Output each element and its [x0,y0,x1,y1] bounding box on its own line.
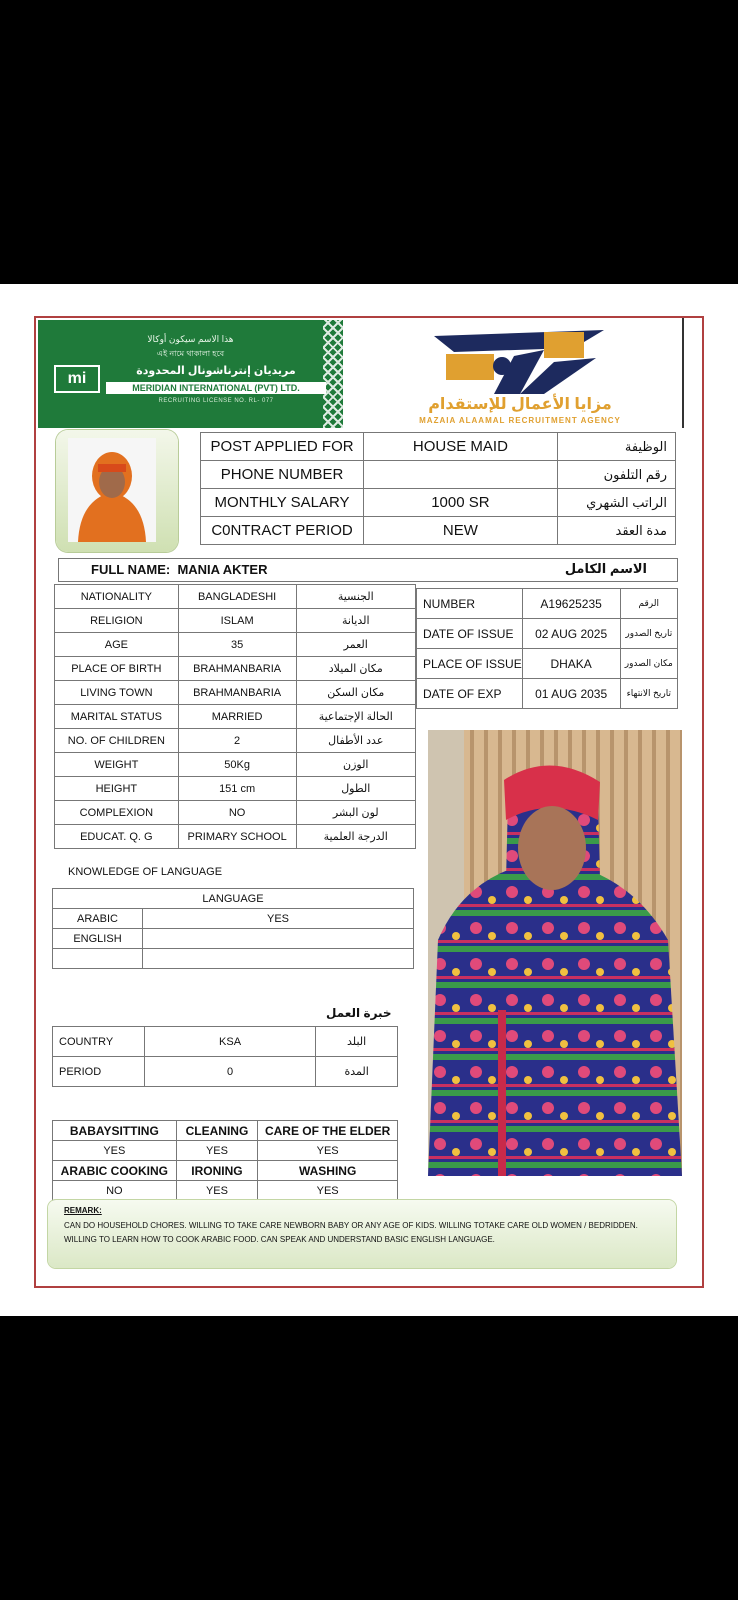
job-value [364,461,558,489]
passport-label: DATE OF ISSUE [417,619,523,649]
detail-value: 2 [178,729,296,753]
passport-value: DHAKA [522,649,620,679]
job-value: NEW [364,517,558,545]
detail-label-ar: الطول [296,777,416,801]
skill-value: YES [258,1141,398,1161]
passport-label-ar: تاريخ الصدور [620,619,677,649]
table-row [53,909,414,929]
full-name-label-ar: الاسم الكامل [564,561,647,576]
detail-label-ar: الدرجة العلمية [296,825,416,849]
job-value: HOUSE MAID [364,433,558,461]
detail-value: BANGLADESHI [178,585,296,609]
experience-label: COUNTRY [53,1027,145,1057]
table-row [53,1141,398,1161]
passport-label: DATE OF EXP [417,679,523,709]
language-value: YES [143,909,414,929]
remark-text: CAN DO HOUSEHOLD CHORES. WILLING TO TAKE CARE NEWBORN BABY OR ANY AGE OF KIDS. WILLING TOTAKE CARE OLD WOMEN / BEDRIDDEN. WILLING TO LEARN HOW TO COOK ARABIC FOOD. CAN SPEAK AND UNDERSTAND BASIC ENGLISH LANGUAGE. [64,1221,638,1244]
table-row [53,1027,398,1057]
detail-value: NO [178,801,296,825]
detail-label-ar: الوزن [296,753,416,777]
meridian-license: RECRUITING LICENSE NO. RL- 077 [158,398,274,404]
table-row [55,705,416,729]
passport-photo [68,438,156,542]
job-label-ar: مدة العقد [557,517,675,545]
header-divider [682,318,684,428]
detail-label: NATIONALITY [55,585,179,609]
passport-value: 01 AUG 2035 [522,679,620,709]
meridian-english-company: MERIDIAN INTERNATIONAL (PVT) LTD. [106,382,326,394]
skill-value: YES [53,1141,177,1161]
language-value [143,949,414,969]
table-row [55,609,416,633]
detail-label-ar: مكان السكن [296,681,416,705]
skill-value: YES [176,1141,258,1161]
remark-box [48,1200,676,1268]
table-row [53,929,414,949]
job-table [200,432,676,545]
table-row [55,657,416,681]
detail-label: RELIGION [55,609,179,633]
cv-page [0,284,738,1316]
skill-value: NO [53,1181,177,1201]
detail-label: PLACE OF BIRTH [55,657,179,681]
detail-label-ar: لون البشر [296,801,416,825]
language-name [53,949,143,969]
skill-header: WASHING [258,1161,398,1181]
table-row [53,1161,398,1181]
language-name: ENGLISH [53,929,143,949]
skill-value: YES [258,1181,398,1201]
passport-label: NUMBER [417,589,523,619]
detail-label: WEIGHT [55,753,179,777]
table-row [55,777,416,801]
table-row [55,585,416,609]
detail-label-ar: العمر [296,633,416,657]
detail-label: COMPLEXION [55,801,179,825]
table-row [201,517,676,545]
agency-english-name: MAZAIA ALAAMAL RECRUITMENT AGENCY [419,416,621,425]
full-body-photo [428,730,682,1176]
detail-value: PRIMARY SCHOOL [178,825,296,849]
job-value: 1000 SR [364,489,558,517]
table-row [53,1057,398,1087]
skill-header: CARE OF THE ELDER [258,1121,398,1141]
full-name-value: MANIA AKTER [177,562,268,577]
experience-label-ar: المدة [316,1057,398,1087]
job-label-ar: الوظيفة [557,433,675,461]
details-table [54,584,416,849]
skill-header: ARABIC COOKING [53,1161,177,1181]
experience-label: PERIOD [53,1057,145,1087]
detail-label-ar: مكان الميلاد [296,657,416,681]
meridian-arabic-line1: هذا الاسم سيكون أوكالا [147,334,234,344]
meridian-header [38,320,343,428]
job-label: POST APPLIED FOR [201,433,364,461]
table-row [53,1121,398,1141]
detail-value: BRAHMANBARIA [178,681,296,705]
language-value [143,929,414,949]
job-label-ar: الراتب الشهري [557,489,675,517]
agency-arabic-name: مزايا الأعمال للإستقدام [428,396,612,413]
passport-label-ar: مكان الصدور [620,649,677,679]
detail-value: 151 cm [178,777,296,801]
detail-label: EDUCAT. Q. G [55,825,179,849]
table-row [201,433,676,461]
table-row [55,753,416,777]
passport-table [416,588,678,709]
skill-header: CLEANING [176,1121,258,1141]
table-row [55,633,416,657]
passport-label-ar: الرقم [620,589,677,619]
detail-label: MARITAL STATUS [55,705,179,729]
table-row [201,461,676,489]
table-row [201,489,676,517]
passport-label: PLACE OF ISSUE [417,649,523,679]
detail-label: LIVING TOWN [55,681,179,705]
table-row [53,949,414,969]
detail-label: AGE [55,633,179,657]
passport-value: 02 AUG 2025 [522,619,620,649]
table-row [55,729,416,753]
meridian-bengali-line: এই নামে থাকালা হবে [156,349,225,358]
detail-label-ar: الحالة الإجتماعية [296,705,416,729]
table-row [417,619,678,649]
passport-label-ar: تاريخ الانتهاء [620,679,677,709]
meridian-arabic-company: مريديان إنترناشونال المحدودة [136,365,296,377]
detail-label: NO. OF CHILDREN [55,729,179,753]
skill-header: BABAYSITTING [53,1121,177,1141]
passport-value: A19625235 [522,589,620,619]
passport-photo-frame [56,430,178,552]
detail-value: ISLAM [178,609,296,633]
table-row [417,679,678,709]
table-row [55,801,416,825]
detail-value: BRAHMANBARIA [178,657,296,681]
skill-header: IRONING [176,1161,258,1181]
skills-table [52,1120,398,1201]
detail-value: 35 [178,633,296,657]
detail-label-ar: الديانة [296,609,416,633]
detail-label-ar: عدد الأطفال [296,729,416,753]
job-label: C0NTRACT PERIOD [201,517,364,545]
remark-title: REMARK: [64,1206,102,1215]
job-label: PHONE NUMBER [201,461,364,489]
table-row [53,1181,398,1201]
detail-label: HEIGHT [55,777,179,801]
skill-value: YES [176,1181,258,1201]
language-table [52,888,414,969]
full-name-label: FULL NAME: [91,562,171,577]
experience-title-ar: خبرة العمل [326,1006,392,1020]
meridian-logo-icon: mi [54,365,100,393]
cv-frame [34,316,704,1288]
table-row [417,649,678,679]
detail-value: MARRIED [178,705,296,729]
job-label: MONTHLY SALARY [201,489,364,517]
language-title: KNOWLEDGE OF LANGUAGE [68,866,223,878]
table-row [55,825,416,849]
experience-value: KSA [144,1027,315,1057]
experience-table [52,1026,398,1087]
language-header: LANGUAGE [53,889,414,909]
experience-label-ar: البلد [316,1027,398,1057]
detail-label-ar: الجنسية [296,585,416,609]
language-name: ARABIC [53,909,143,929]
job-label-ar: رقم التلفون [557,461,675,489]
agency-header [346,320,694,428]
table-row [55,681,416,705]
table-row [53,889,414,909]
zigzag-pattern [323,320,343,428]
full-name-row [58,558,678,582]
experience-value: 0 [144,1057,315,1087]
detail-value: 50Kg [178,753,296,777]
table-row [417,589,678,619]
agency-logo-icon [424,326,614,396]
